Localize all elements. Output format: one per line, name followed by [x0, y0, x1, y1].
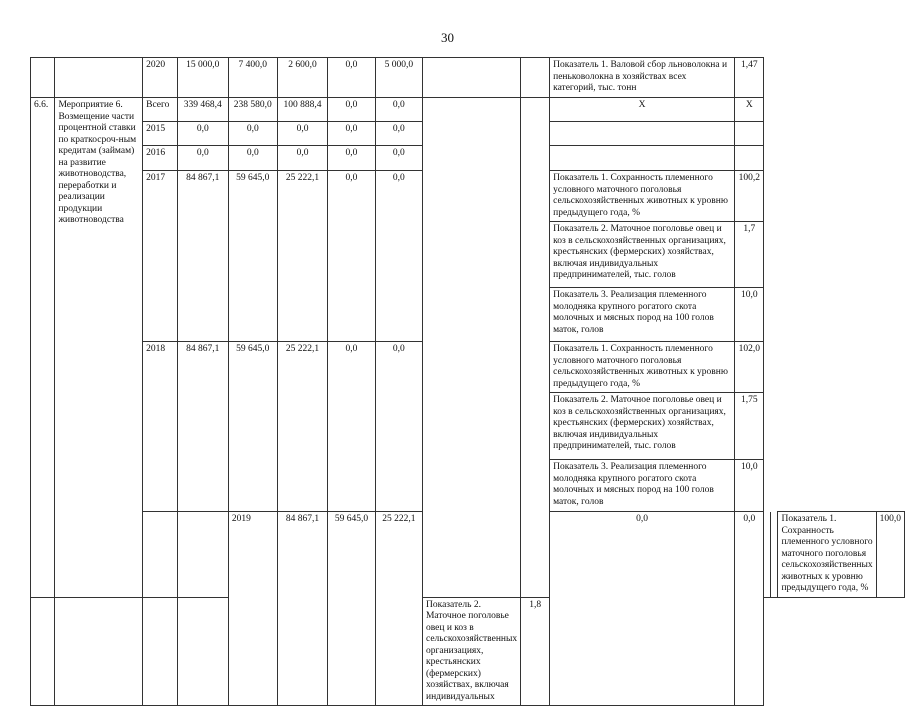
name-cell	[177, 512, 228, 598]
indicator-value: 1,47	[735, 58, 764, 98]
indicator-value: 102,0	[735, 342, 764, 393]
value-cell: 59 645,0	[328, 512, 375, 706]
value-cell: 59 645,0	[228, 171, 277, 342]
indicator-cell: Показатель 3. Реализация племенного молодняка крупного рогатого скота молочных и мясных пород на 100 голов маток, голов	[550, 460, 735, 512]
value-cell: 0,0	[375, 98, 422, 122]
table-row	[31, 98, 905, 122]
year-cell: Всего	[143, 98, 178, 122]
indicator-value: X	[735, 98, 764, 122]
value-cell: 84 867,1	[277, 512, 328, 706]
indicator-value: 1,7	[735, 222, 764, 288]
year-cell: 2016	[143, 146, 178, 171]
indicator-value: 1,75	[735, 393, 764, 460]
year-cell: 2019	[228, 512, 277, 706]
indicator-cell: Показатель 1. Валовой сбор льноволокна и пеньковолокна в хозяйствах всех категорий, тыс. тонн	[550, 58, 735, 98]
year-cell: 2020	[143, 58, 178, 98]
value-cell: 59 645,0	[228, 342, 277, 512]
value-cell: 25 222,1	[277, 171, 328, 342]
value-cell: 0,0	[328, 58, 375, 98]
value-cell: 0,0	[277, 146, 328, 171]
empty-cell	[521, 98, 550, 598]
value-cell: 0,0	[328, 98, 375, 122]
indicator-value: 1,8	[521, 597, 550, 706]
value-cell: 0,0	[228, 146, 277, 171]
value-cell: 5 000,0	[375, 58, 422, 98]
indicator-value: 10,0	[735, 460, 764, 512]
year-cell: 2015	[143, 122, 178, 146]
value-cell: 0,0	[375, 146, 422, 171]
program-table	[30, 57, 905, 706]
value-cell: 0,0	[328, 171, 375, 342]
value-cell: 0,0	[228, 122, 277, 146]
indicator-cell: Показатель 1. Сохранность племенного условного маточного поголовья сельскохозяйственных животных к уровню предыдущего года, %	[550, 342, 735, 393]
value-cell: 25 222,1	[277, 342, 328, 512]
indicator-cell: Показатель 2. Маточное поголовье овец и коз в сельскохозяйственных организациях, крестьянских (фермерских) хозяйствах, включая индивидуальных предпринимателей, тыс. голов	[550, 222, 735, 288]
empty-cell	[764, 512, 771, 598]
indicator-value: 10,0	[735, 288, 764, 342]
code-cell	[143, 512, 178, 598]
value-cell: 0,0	[177, 146, 228, 171]
indicator-cell: Показатель 1. Сохранность племенного условного маточного поголовья сельскохозяйственных животных к уровню предыдущего года, %	[550, 171, 735, 222]
indicator-cell: Показатель 2. Маточное поголовье овец и коз в сельскохозяйственных организациях, крестьянских (фермерских) хозяйствах, включая индивидуальных предпринимателей, тыс. голов	[550, 393, 735, 460]
measure-code: 6.6.	[31, 98, 55, 598]
empty-cell	[521, 58, 550, 98]
value-cell: 0,0	[375, 122, 422, 146]
empty-cell	[177, 597, 228, 706]
empty-cell	[422, 98, 520, 598]
value-cell: 15 000,0	[177, 58, 228, 98]
table-row	[31, 58, 905, 98]
empty-cell	[143, 597, 178, 706]
value-cell: 25 222,1	[375, 512, 422, 706]
year-cell: 2018	[143, 342, 178, 512]
indicator-value	[735, 146, 764, 171]
value-cell: 0,0	[177, 122, 228, 146]
empty-cell	[422, 58, 520, 98]
indicator-value: 100,0	[876, 512, 904, 598]
page-number: 30	[441, 30, 454, 45]
value-cell: 339 468,4	[177, 98, 228, 122]
value-cell: 0,0	[328, 342, 375, 512]
value-cell: 0,0	[375, 171, 422, 342]
value-cell: 2 600,0	[277, 58, 328, 98]
indicator-cell: Показатель 1. Сохранность племенного условного маточного поголовья сельскохозяйственных животных к уровню предыдущего года, %	[778, 512, 876, 598]
indicator-cell: X	[550, 98, 735, 122]
indicator-cell	[550, 146, 735, 171]
name-cell	[55, 58, 143, 98]
empty-cell	[771, 512, 778, 598]
indicator-value	[735, 122, 764, 146]
indicator-cell: Показатель 3. Реализация племенного молодняка крупного рогатого скота молочных и мясных пород на 100 голов маток, голов	[550, 288, 735, 342]
value-cell: 0,0	[328, 146, 375, 171]
name-cell	[55, 597, 143, 706]
value-cell: 238 580,0	[228, 98, 277, 122]
value-cell: 0,0	[735, 512, 764, 706]
code-cell	[31, 597, 55, 706]
value-cell: 0,0	[550, 512, 735, 706]
value-cell: 100 888,4	[277, 98, 328, 122]
value-cell: 0,0	[277, 122, 328, 146]
measure-name: Мероприятие 6. Возмещение части процентной ставки по краткосроч-ным кредитам (займам) на развитие животноводства, переработки и реализации продукции животноводства	[55, 98, 143, 598]
indicator-cell: Показатель 2. Маточное поголовье овец и коз в сельскохозяйственных организациях, крестьянских (фермерских) хозяйствах, включая индивидуальных	[422, 597, 520, 706]
value-cell: 84 867,1	[177, 342, 228, 512]
value-cell: 84 867,1	[177, 171, 228, 342]
indicator-value: 100,2	[735, 171, 764, 222]
value-cell: 7 400,0	[228, 58, 277, 98]
indicator-cell	[550, 122, 735, 146]
value-cell: 0,0	[328, 122, 375, 146]
code-cell	[31, 58, 55, 98]
year-cell: 2017	[143, 171, 178, 342]
value-cell: 0,0	[375, 342, 422, 512]
table-row	[31, 597, 905, 706]
